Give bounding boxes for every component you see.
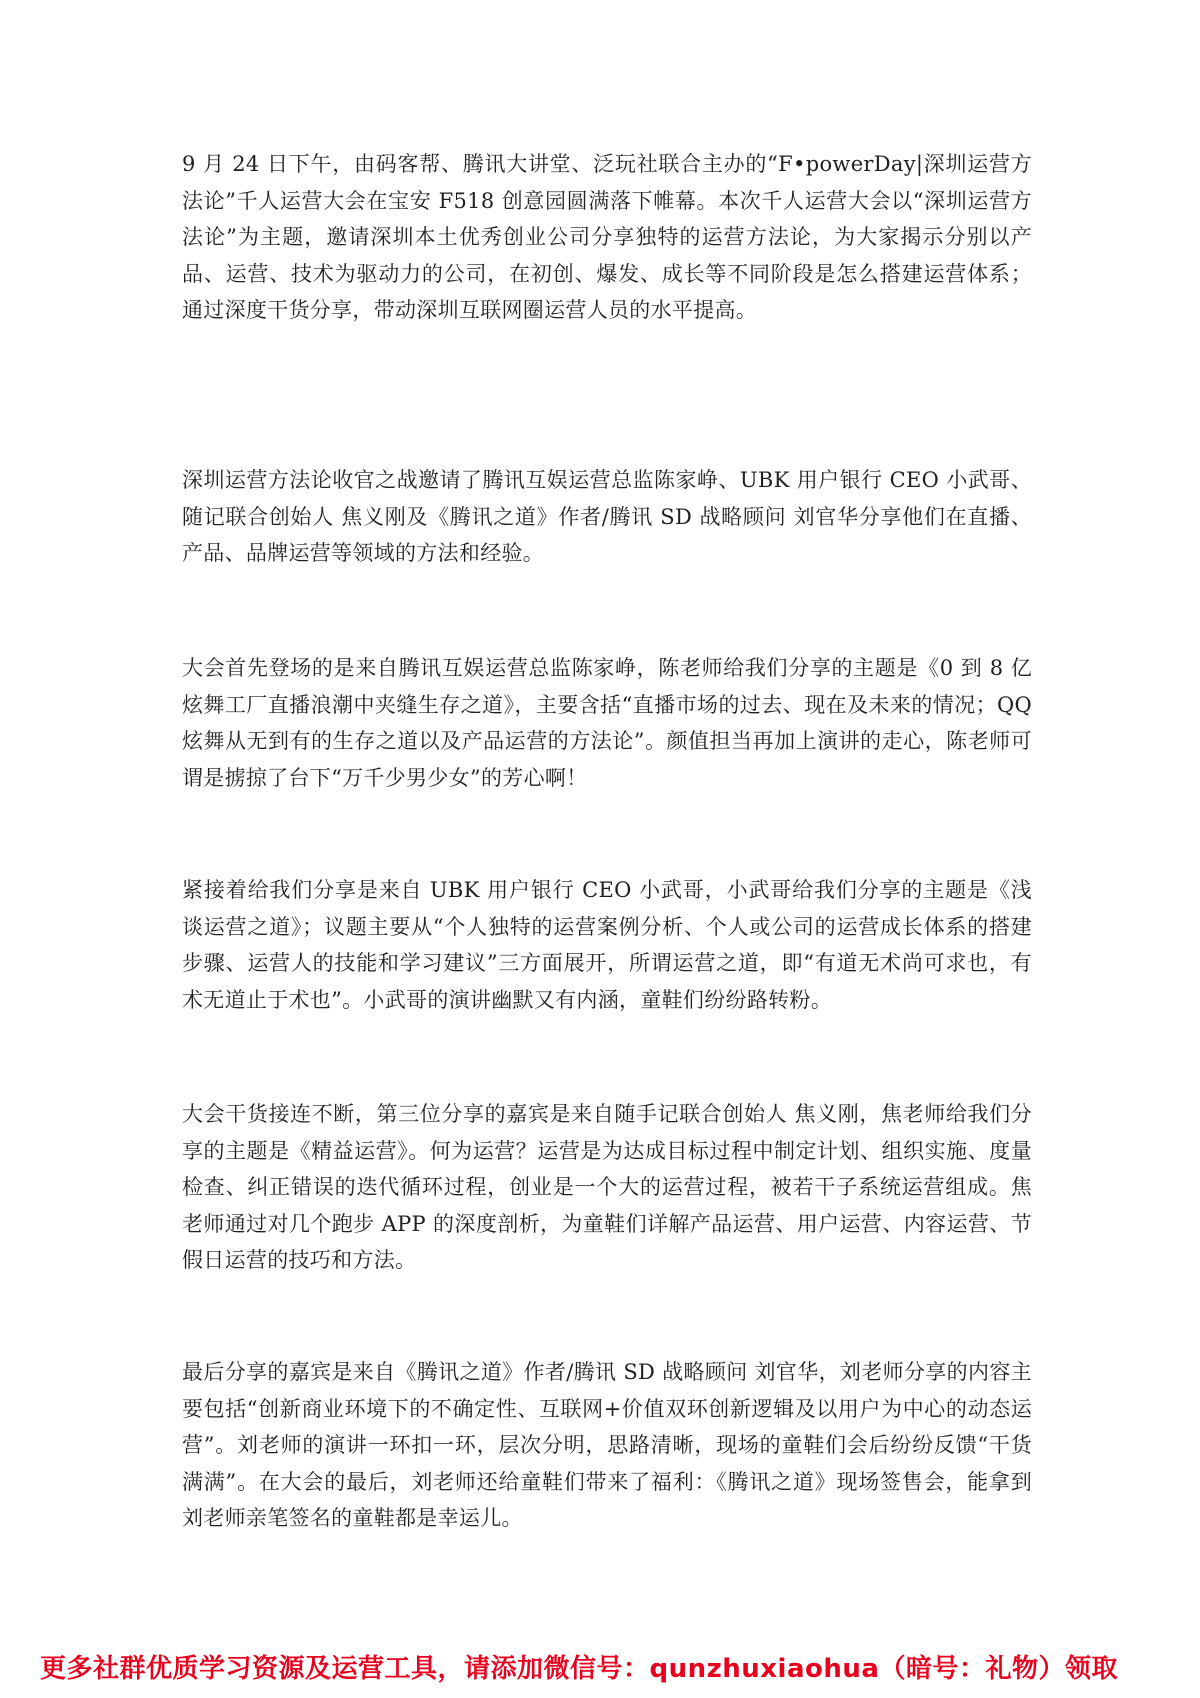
paragraph-final-speaker: 最后分享的嘉宾是来自《腾讯之道》作者/腾讯 SD 战略顾问 刘官华，刘老师分享的内容主要包括“创新商业环境下的不确定性、互联网+价值双环创新逻辑及以用户为中心的动态运营”。刘老师的演讲一环扣一环，层次分明，思路清晰，现场的童鞋们会后纷纷反馈“干货满满”。在大会的最后，刘老师还给童鞋们带来了福利：《腾讯之道》现场签售会，能拿到刘老师亲笔签名的童鞋都是幸运儿。 [182, 1360, 1032, 1530]
paragraph-first-speaker: 大会首先登场的是来自腾讯互娱运营总监陈家峥，陈老师给我们分享的主题是《0 到 8 亿炫舞工厂直播浪潮中夹缝生存之道》，主要含括“直播市场的过去、现在及未来的情况；QQ 炫舞从无到有的生存之道以及产品运营的方法论”。颜值担当再加上演讲的走心，陈老师可谓是掳掠了台下“万千少男少女”的芳心啊！ [182, 656, 1032, 790]
paragraph-speakers: 深圳运营方法论收官之战邀请了腾讯互娱运营总监陈家峥、UBK 用户银行 CEO 小武哥、随记联合创始人 焦义刚及《腾讯之道》作者/腾讯 SD 战略顾问 刘官华分享他们在直播、产品、品牌运营等领域的方法和经验。 [182, 468, 1032, 565]
footer-promo-text: 更多社群优质学习资源及运营工具，请添加微信号：qunzhuxiaohua（暗号：礼物）领取 [40, 1654, 1118, 1684]
paragraph-second-speaker: 紧接着给我们分享是来自 UBK 用户银行 CEO 小武哥，小武哥给我们分享的主题是《浅谈运营之道》；议题主要从“个人独特的运营案例分析、个人或公司的运营成长体系的搭建步骤、运营人的技能和学习建议”三方面展开，所谓运营之道，即“有道无术尚可求也，有术无道止于术也”。小武哥的演讲幽默又有内涵，童鞋们纷纷路转粉。 [182, 878, 1032, 1012]
paragraph-intro: 9 月 24 日下午，由码客帮、腾讯大讲堂、泛玩社联合主办的“F•powerDay|深圳运营方法论”千人运营大会在宝安 F518 创意园圆满落下帷幕。本次千人运营大会以“深圳运营方法论”为主题，邀请深圳本土优秀创业公司分享独特的运营方法论，为大家揭示分别以产品、运营、技术为驱动力的公司，在初创、爆发、成长等不同阶段是怎么搭建运营体系；通过深度干货分享，带动深圳互联网圈运营人员的水平提高。 [182, 152, 1032, 322]
paragraph-third-speaker: 大会干货接连不断，第三位分享的嘉宾是来自随手记联合创始人 焦义刚，焦老师给我们分享的主题是《精益运营》。何为运营？运营是为达成目标过程中制定计划、组织实施、度量检查、纠正错误的迭代循环过程，创业是一个大的运营过程，被若干子系统运营组成。焦老师通过对几个跑步 APP 的深度剖析，为童鞋们详解产品运营、用户运营、内容运营、节假日运营的技巧和方法。 [182, 1102, 1032, 1272]
